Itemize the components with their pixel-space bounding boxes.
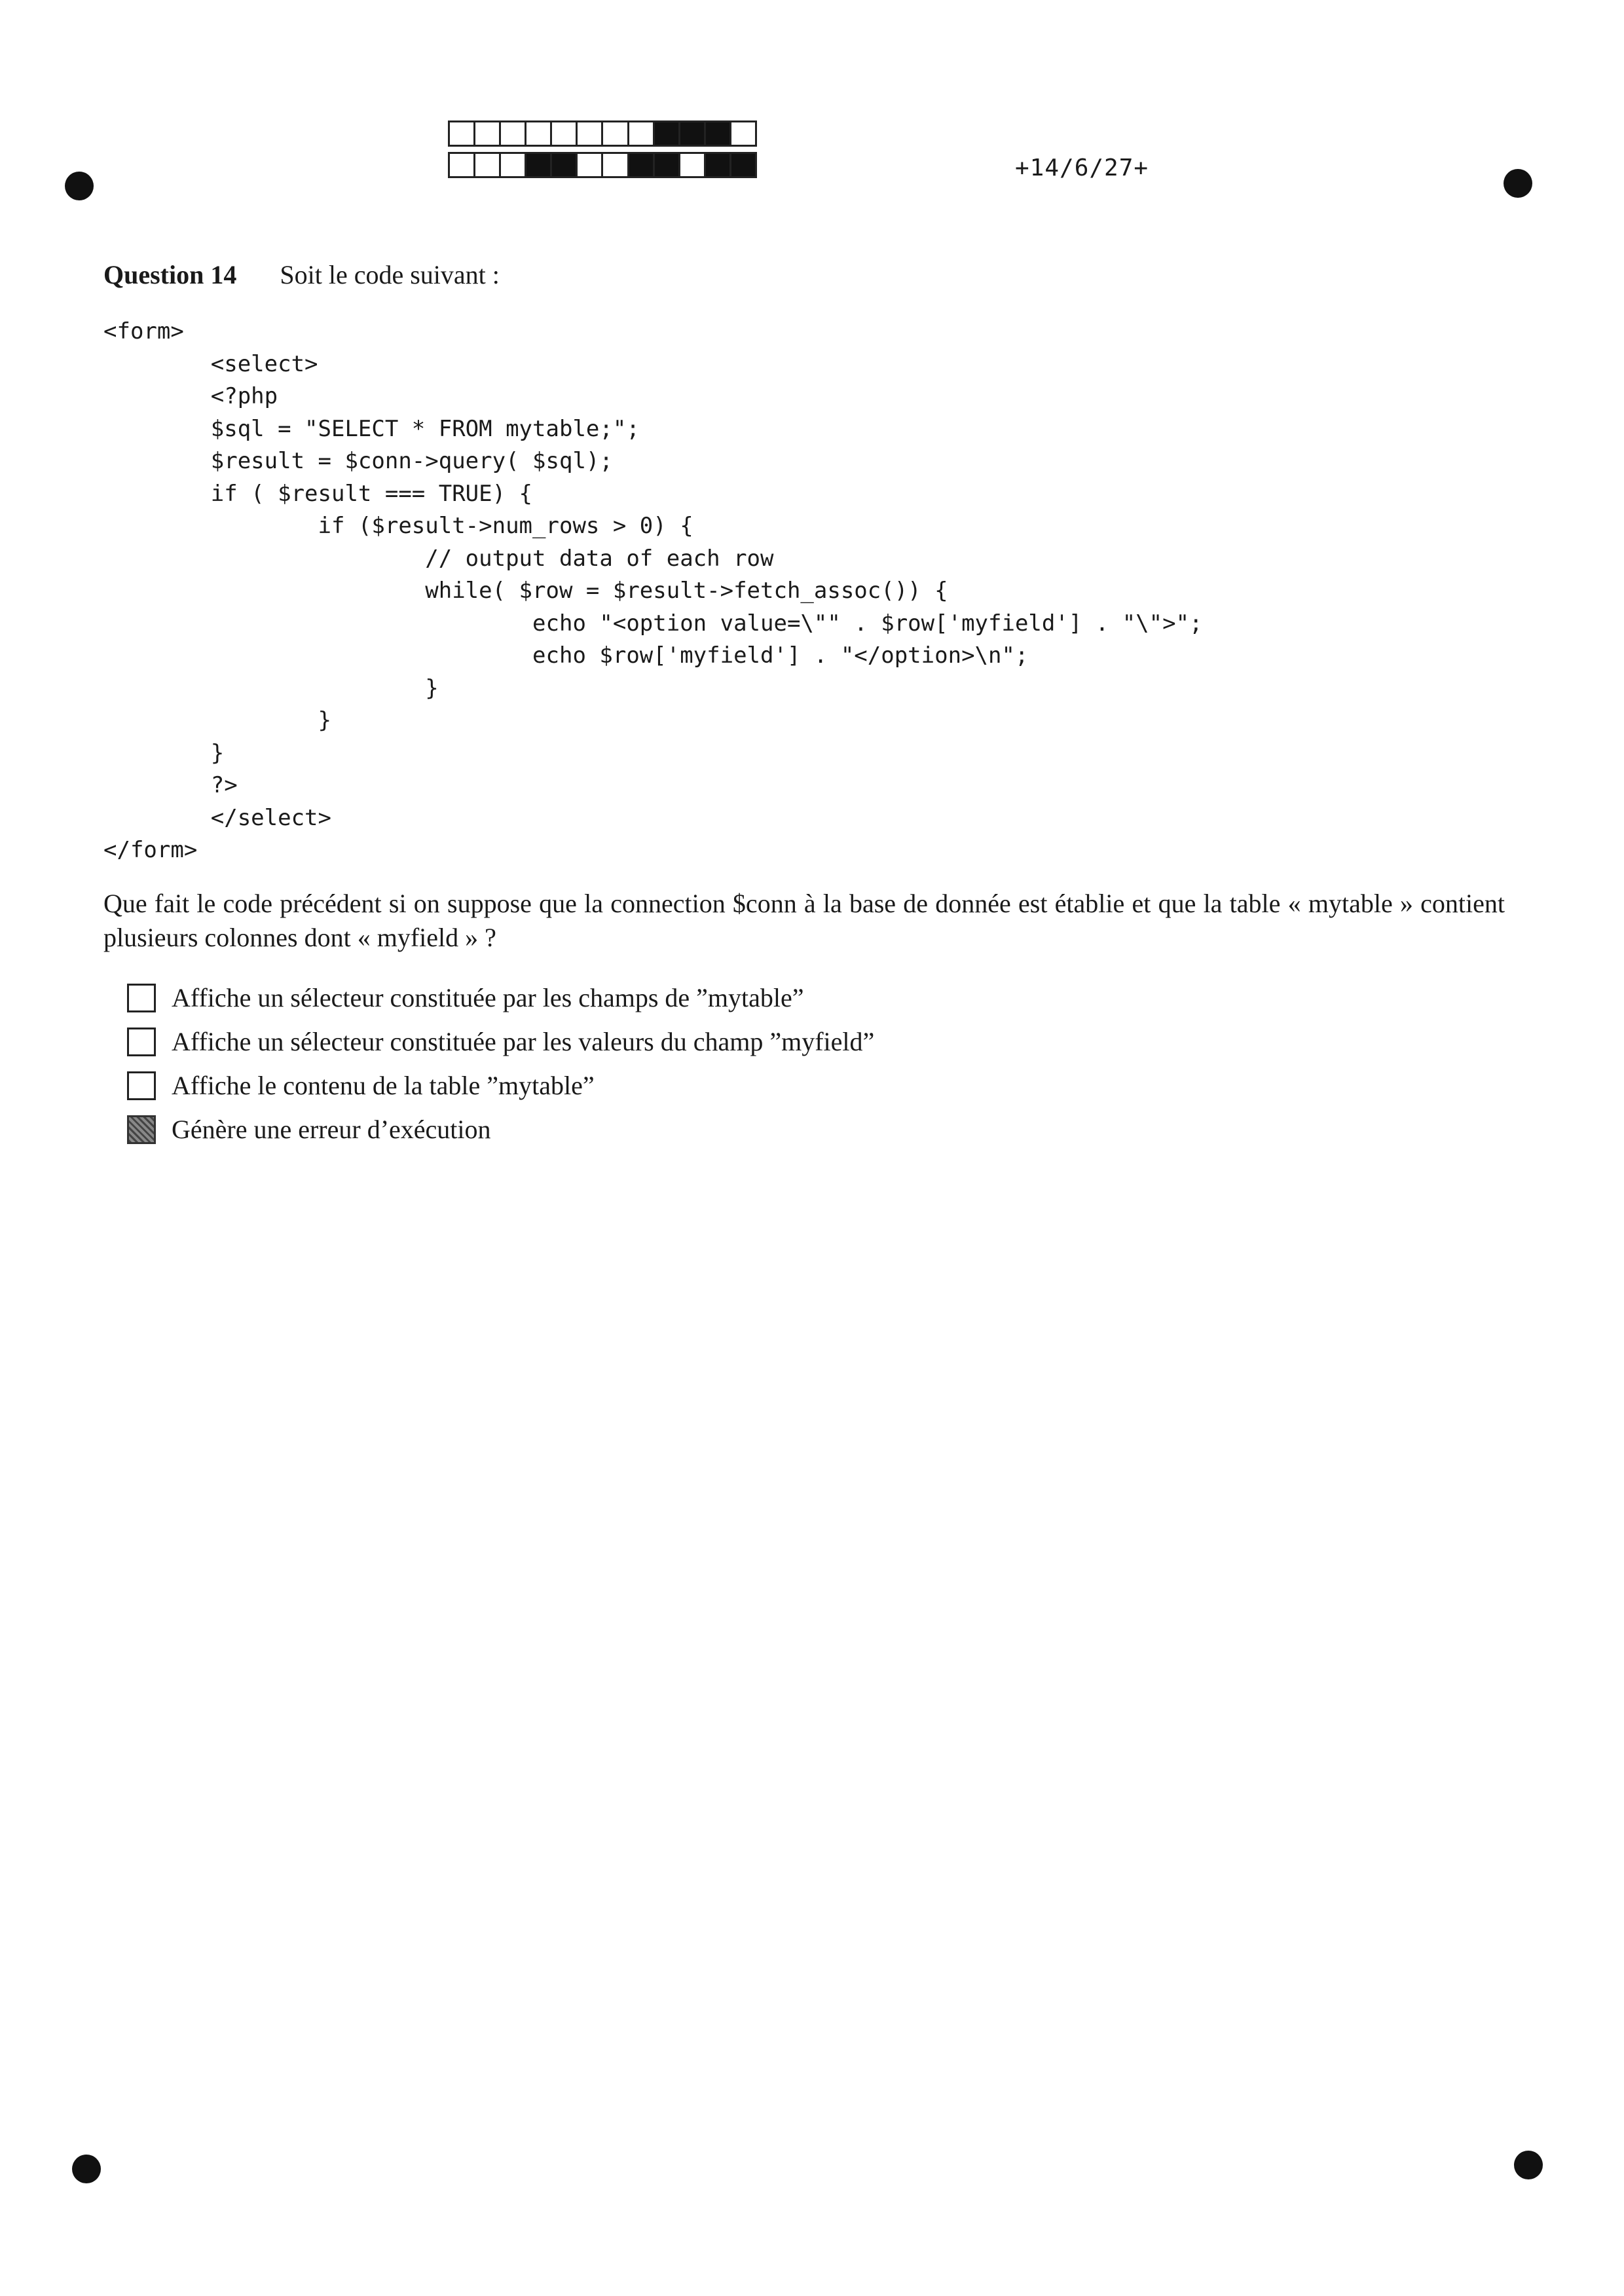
barcode-cell [731,122,755,145]
barcode-cell [552,154,578,176]
answer-label: Affiche le contenu de la table ”mytable” [172,1071,595,1100]
code-line: <?php [103,383,278,409]
barcode-cell [526,122,552,145]
code-line: // output data of each row [103,545,774,572]
barcode-cell [526,154,552,176]
barcode-cell [680,154,706,176]
barcode-cell [680,122,706,145]
barcode-cell [603,122,629,145]
answer-option [127,1064,874,1107]
answer-checkbox[interactable] [127,1071,156,1100]
code-line: ?> [103,772,238,798]
barcode-cell [629,122,655,145]
code-line: echo "<option value=\"" . $row['myfield'] . "\">"; [103,610,1203,637]
barcode-cell [501,122,526,145]
barcode-cell [706,154,731,176]
registration-mark-top-left [65,172,94,200]
page-barcode [448,120,757,178]
barcode-cell [655,154,680,176]
barcode-cell [578,122,603,145]
barcode-cell [731,154,755,176]
answer-checkbox[interactable] [127,1028,156,1056]
barcode-cell [475,154,501,176]
answer-label: Génère une erreur d’exécution [172,1115,491,1144]
answer-label: Affiche un sélecteur constituée par les valeurs du champ ”myfield” [172,1027,875,1056]
code-line: if ( $result === TRUE) { [103,480,533,507]
barcode-cell [450,154,475,176]
barcode-cell [655,122,680,145]
code-block [103,316,1203,867]
code-line: } [103,675,439,701]
code-line: </form> [103,837,198,863]
answer-list [127,976,874,1151]
code-line: if ($result->num_rows > 0) { [103,513,693,539]
answer-checkbox-checked[interactable] [127,1115,156,1144]
code-line: </select> [103,804,331,831]
code-line: <form> [103,318,184,344]
barcode-cell [475,122,501,145]
code-line: while( $row = $result->fetch_assoc()) { [103,578,948,604]
answer-checkbox[interactable] [127,984,156,1012]
code-line: echo $row['myfield'] . "</option>\n"; [103,642,1029,669]
barcode-cell [629,154,655,176]
barcode-cell [706,122,731,145]
answer-option [127,1020,874,1064]
question-intro: Soit le code suivant : [280,260,500,289]
registration-mark-bottom-right [1514,2151,1543,2179]
barcode-cell [552,122,578,145]
barcode-cell [450,122,475,145]
registration-mark-bottom-left [72,2155,101,2183]
code-line: $result = $conn->query( $sql); [103,448,613,474]
code-line: <select> [103,350,318,377]
barcode-row-2 [448,152,757,178]
page-id: +14/6/27+ [1015,155,1149,181]
question-text: Que fait le code précédent si on suppose que la connection $conn à la base de donnée est établie et que la table « mytable » contient plusieurs colonnes dont « myfield » ? [103,889,1505,952]
question-label: Question 14 [103,260,237,289]
question-header [103,259,500,290]
barcode-cell [603,154,629,176]
code-line: $sql = "SELECT * FROM mytable;"; [103,415,640,442]
barcode-cell [578,154,603,176]
barcode-row-1 [448,120,757,147]
code-line: } [103,707,331,733]
answer-label: Affiche un sélecteur constituée par les champs de ”mytable” [172,983,804,1012]
registration-mark-top-right [1504,169,1532,198]
barcode-cell [501,154,526,176]
answer-option [127,1107,874,1151]
code-line: } [103,739,225,766]
answer-option [127,976,874,1020]
